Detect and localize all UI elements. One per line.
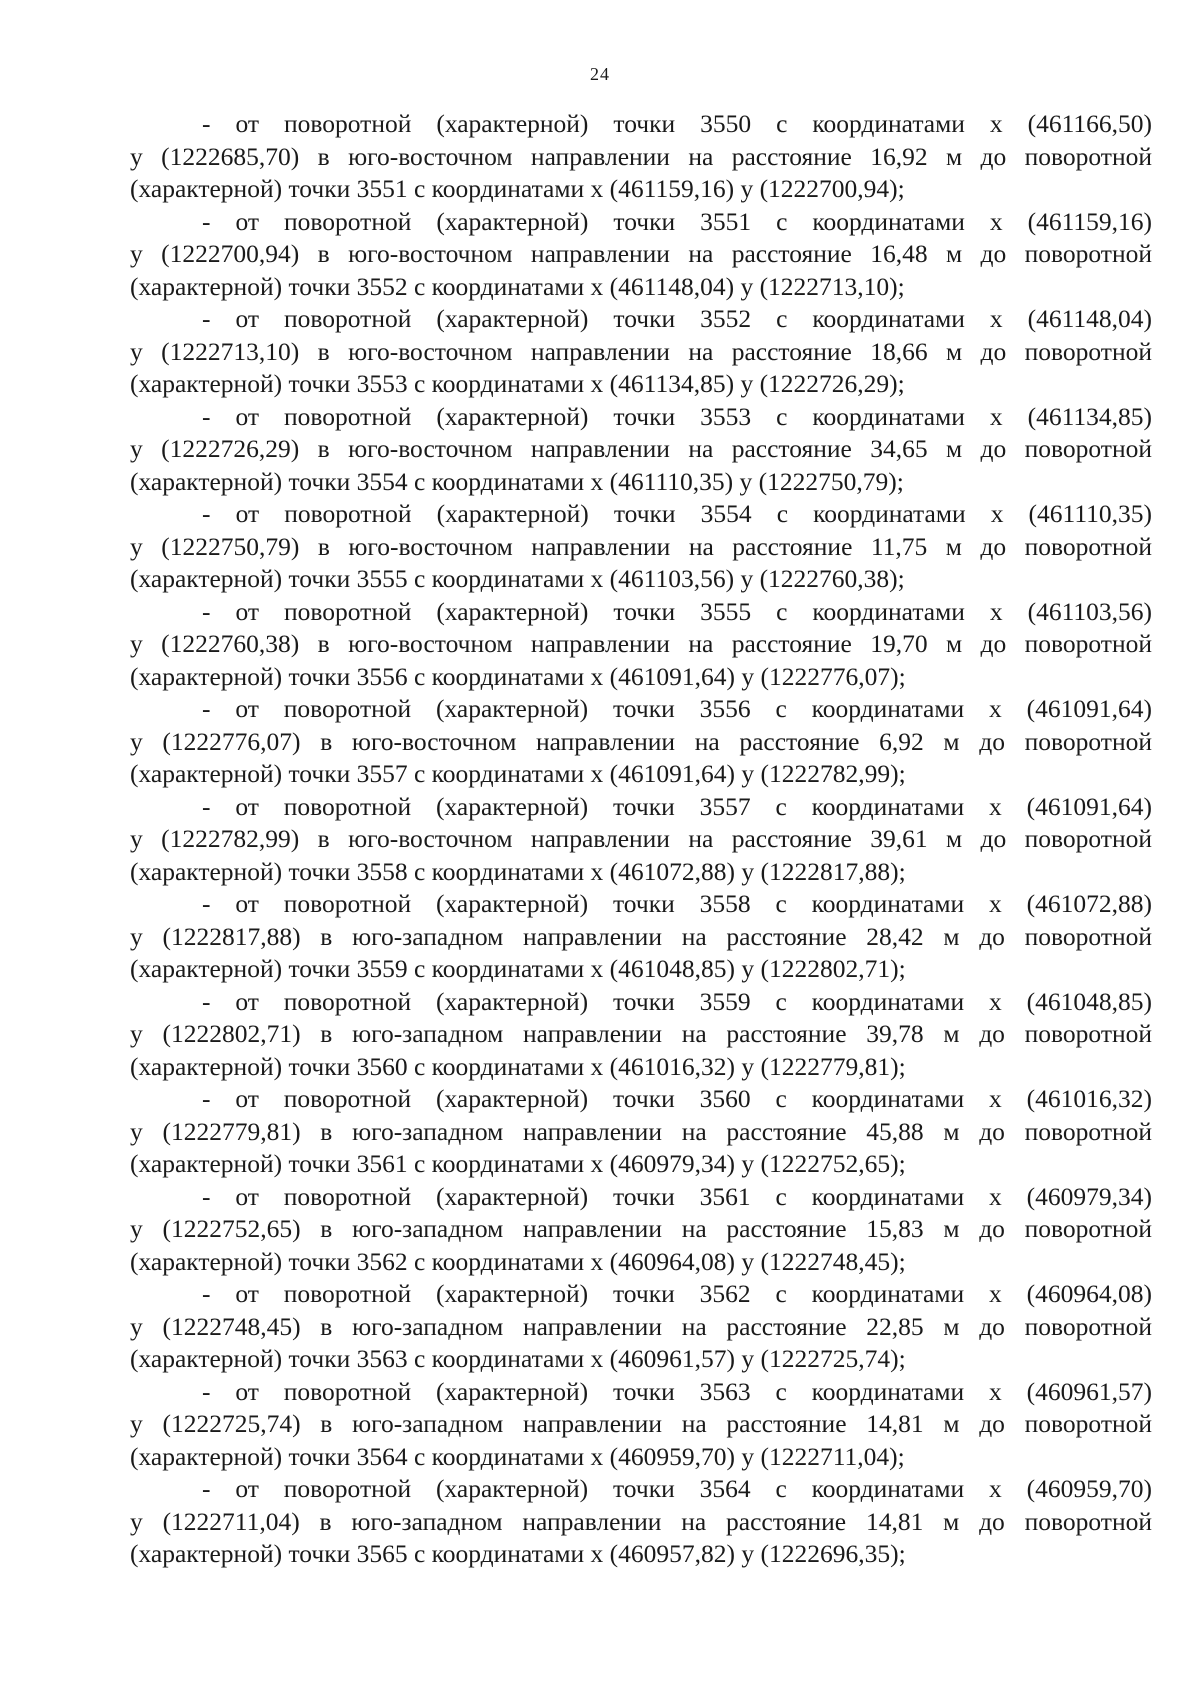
paragraph-line: у (1222748,45) в юго-западном направлении на расстояние 22,85 м до поворотной — [130, 1311, 1152, 1341]
paragraph-line: у (1222726,29) в юго-восточном направлении на расстояние 34,65 м до поворотной — [130, 434, 1152, 463]
paragraph-line: (характерной) точки 3558 с координатами х (461072,88) у (1222817,88); — [130, 856, 906, 886]
paragraph-line: - от поворотной (характерной) точки 3561 с координатами х (460979,34) — [202, 1181, 1152, 1211]
paragraph-line: у (1222713,10) в юго-восточном направлении на расстояние 18,66 м до поворотной — [130, 336, 1152, 366]
paragraph-line: - от поворотной (характерной) точки 3563 с координатами х (460961,57) — [202, 1376, 1152, 1406]
paragraph-line: - от поворотной (характерной) точки 3553 с координатами х (461134,85) — [202, 401, 1152, 431]
paragraph-line: у (1222725,74) в юго-западном направлении на расстояние 14,81 м до поворотной — [130, 1409, 1152, 1438]
coordinate-paragraph — [130, 1278, 1152, 1376]
paragraph-line: у (1222782,99) в юго-восточном направлении на расстояние 39,61 м до поворотной — [130, 824, 1152, 853]
paragraph-line: (характерной) точки 3552 с координатами х (461148,04) у (1222713,10); — [130, 271, 905, 301]
paragraph-line: - от поворотной (характерной) точки 3556 с координатами х (461091,64) — [202, 694, 1152, 723]
paragraph-line: (характерной) точки 3551 с координатами х (461159,16) у (1222700,94); — [130, 174, 905, 203]
document-body — [130, 108, 1152, 1571]
paragraph-line: - от поворотной (характерной) точки 3564 с координатами х (460959,70) — [202, 1474, 1152, 1503]
paragraph-line: у (1222802,71) в юго-западном направлении на расстояние 39,78 м до поворотной — [130, 1019, 1152, 1048]
paragraph-line: (характерной) точки 3564 с координатами х (460959,70) у (1222711,04); — [130, 1441, 905, 1471]
coordinate-paragraph — [130, 1376, 1152, 1474]
paragraph-line: у (1222776,07) в юго-восточном направлении на расстояние 6,92 м до поворотной — [130, 726, 1152, 756]
paragraph-line: у (1222752,65) в юго-западном направлении на расстояние 15,83 м до поворотной — [130, 1214, 1152, 1243]
paragraph-line: - от поворотной (характерной) точки 3552 с координатами х (461148,04) — [202, 304, 1152, 333]
coordinate-paragraph — [130, 1083, 1152, 1181]
paragraph-line: у (1222760,38) в юго-восточном направлении на расстояние 19,70 м до поворотной — [130, 629, 1152, 658]
coordinate-paragraph — [130, 206, 1152, 304]
paragraph-line: - от поворотной (характерной) точки 3559 с координатами х (461048,85) — [202, 986, 1152, 1016]
paragraph-line: - от поворотной (характерной) точки 3562 с координатами х (460964,08) — [202, 1279, 1152, 1308]
coordinate-paragraph — [130, 303, 1152, 401]
coordinate-paragraph — [130, 1181, 1152, 1279]
paragraph-line: (характерной) точки 3562 с координатами х (460964,08) у (1222748,45); — [130, 1246, 906, 1276]
coordinate-paragraph — [130, 888, 1152, 986]
paragraph-line: (характерной) точки 3565 с координатами х (460957,82) у (1222696,35); — [130, 1539, 906, 1568]
coordinate-paragraph — [130, 693, 1152, 791]
paragraph-line: (характерной) точки 3557 с координатами х (461091,64) у (1222782,99); — [130, 759, 906, 788]
paragraph-line: - от поворотной (характерной) точки 3557 с координатами х (461091,64) — [202, 791, 1152, 821]
paragraph-line: (характерной) точки 3563 с координатами х (460961,57) у (1222725,74); — [130, 1344, 906, 1373]
paragraph-line: (характерной) точки 3553 с координатами х (461134,85) у (1222726,29); — [130, 369, 905, 398]
coordinate-paragraph — [130, 791, 1152, 889]
paragraph-line: (характерной) точки 3554 с координатами х (461110,35) у (1222750,79); — [130, 466, 904, 496]
paragraph-line: - от поворотной (характерной) точки 3550 с координатами х (461166,50) — [202, 109, 1152, 138]
paragraph-line: - от поворотной (характерной) точки 3555 с координатами х (461103,56) — [202, 596, 1152, 626]
paragraph-line: (характерной) точки 3559 с координатами х (461048,85) у (1222802,71); — [130, 954, 906, 983]
paragraph-line: у (1222817,88) в юго-западном направлении на расстояние 28,42 м до поворотной — [130, 921, 1152, 951]
coordinate-paragraph — [130, 401, 1152, 499]
page-number: 24 — [590, 64, 610, 84]
paragraph-line: у (1222685,70) в юго-восточном направлении на расстояние 16,92 м до поворотной — [130, 141, 1152, 171]
paragraph-line: (характерной) точки 3560 с координатами х (461016,32) у (1222779,81); — [130, 1051, 906, 1081]
paragraph-line: у (1222750,79) в юго-восточном направлении на расстояние 11,75 м до поворотной — [130, 531, 1152, 561]
coordinate-paragraph — [130, 986, 1152, 1084]
coordinate-paragraph — [130, 108, 1152, 206]
paragraph-line: - от поворотной (характерной) точки 3554 с координатами х (461110,35) — [202, 499, 1152, 528]
paragraph-line: (характерной) точки 3555 с координатами х (461103,56) у (1222760,38); — [130, 564, 905, 593]
coordinate-paragraph — [130, 596, 1152, 694]
paragraph-line: у (1222700,94) в юго-восточном направлении на расстояние 16,48 м до поворотной — [130, 239, 1152, 268]
paragraph-line: - от поворотной (характерной) точки 3558 с координатами х (461072,88) — [202, 889, 1152, 918]
paragraph-line: - от поворотной (характерной) точки 3551 с координатами х (461159,16) — [202, 206, 1152, 236]
paragraph-line: (характерной) точки 3556 с координатами х (461091,64) у (1222776,07); — [130, 661, 906, 691]
coordinate-paragraph — [130, 498, 1152, 596]
paragraph-line: у (1222779,81) в юго-западном направлении на расстояние 45,88 м до поворотной — [130, 1116, 1152, 1146]
paragraph-line: у (1222711,04) в юго-западном направлении на расстояние 14,81 м до поворотной — [130, 1506, 1152, 1536]
paragraph-line: (характерной) точки 3561 с координатами х (460979,34) у (1222752,65); — [130, 1149, 906, 1178]
paragraph-line: - от поворотной (характерной) точки 3560 с координатами х (461016,32) — [202, 1084, 1152, 1113]
coordinate-paragraph — [130, 1473, 1152, 1571]
